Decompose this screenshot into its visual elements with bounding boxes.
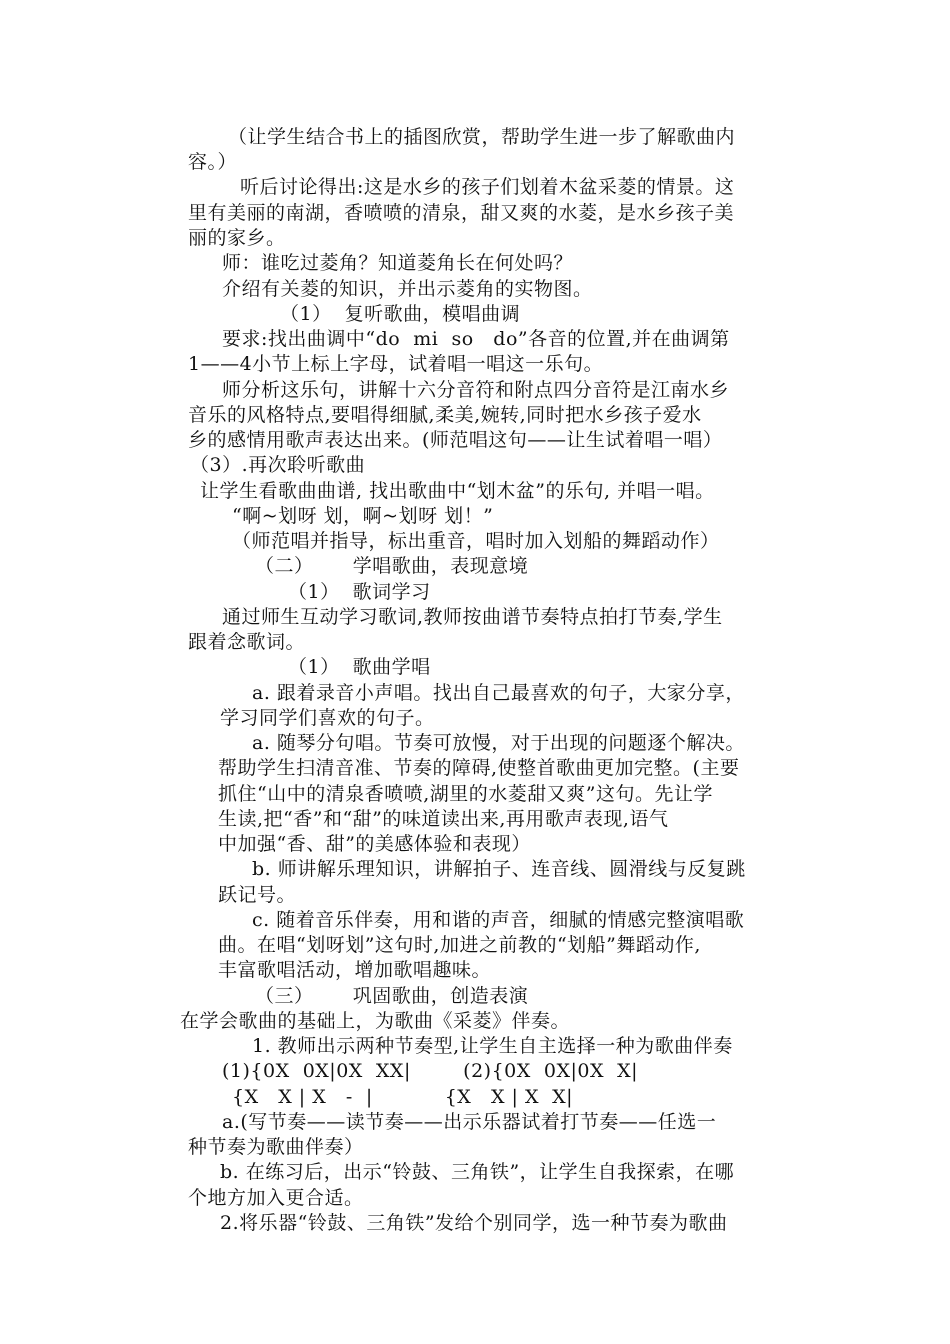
text-line: 帮助学生扫清音准、节奏的障碍,使整首歌曲更加完整。(主要 <box>218 757 740 779</box>
text-line: 学习同学们喜欢的句子。 <box>220 707 435 729</box>
text-line: 跃记号。 <box>218 884 297 906</box>
text-line: 通过师生互动学习歌词,教师按曲谱节奏特点拍打节奏,学生 <box>222 606 723 628</box>
section-heading: （三） 巩固歌曲，创造表演 <box>255 985 529 1007</box>
text-line: 跟着念歌词。 <box>188 631 306 653</box>
rhythm-pattern: (1){0X 0X|0X XX| (2){0X 0X|0X X| <box>222 1060 639 1082</box>
text-line: 听后讨论得出:这是水乡的孩子们划着木盆采菱的情景。这 <box>240 176 735 198</box>
text-line: 介绍有关菱的知识，并出示菱角的实物图。 <box>222 278 593 300</box>
section-heading: （1） 复听歌曲，模唱曲调 <box>280 303 521 325</box>
text-line: 在学会歌曲的基础上，为歌曲《采菱》伴奏。 <box>180 1010 571 1032</box>
text-line: 抓住“山中的清泉香喷喷,湖里的水菱甜又爽”这句。先让学 <box>218 783 713 805</box>
text-line: 中加强“香、甜”的美感体验和表现） <box>218 833 531 855</box>
text-line: （师范唱并指导，标出重音，唱时加入划船的舞蹈动作） <box>232 530 720 552</box>
text-line: 种节奏为歌曲伴奏） <box>188 1136 364 1158</box>
text-line: b. 在练习后，出示“铃鼓、三角铁”，让学生自我探索，在哪 <box>220 1161 735 1183</box>
rhythm-pattern: {X X | X - | {X X | X X| <box>232 1086 573 1108</box>
text-line: 乡的感情用歌声表达出来。(师范唱这句——让生试着唱一唱） <box>188 429 723 451</box>
text-line: “啊~划呀 划，啊~划呀 划！” <box>232 505 494 527</box>
text-line: a. 随琴分句唱。节奏可放慢，对于出现的问题逐个解决。 <box>252 732 745 754</box>
text-line: 丽的家乡。 <box>188 227 286 249</box>
text-line: 生读,把“香”和“甜”的味道读出来,再用歌声表现,语气 <box>218 808 669 830</box>
section-heading: （1） 歌曲学唱 <box>288 656 431 678</box>
text-line: （让学生结合书上的插图欣赏，帮助学生进一步了解歌曲内 <box>228 126 736 148</box>
text-line: 音乐的风格特点,要唱得细腻,柔美,婉转,同时把水乡孩子爱水 <box>188 404 702 426</box>
section-heading: （1） 歌词学习 <box>288 581 431 603</box>
text-line: 里有美丽的南湖，香喷喷的清泉，甜又爽的水菱，是水乡孩子美 <box>188 202 735 224</box>
text-line: 要求:找出曲调中“do mi so do”各音的位置,并在曲调第 <box>222 328 730 350</box>
text-line: a. 跟着录音小声唱。找出自己最喜欢的句子，大家分享， <box>252 682 745 704</box>
text-line: b. 师讲解乐理知识，讲解拍子、连音线、圆滑线与反复跳 <box>252 858 746 880</box>
text-line: 2.将乐器“铃鼓、三角铁”发给个别同学，选一种节奏为歌曲 <box>220 1212 728 1234</box>
text-line: 师：谁吃过菱角？知道菱角长在何处吗？ <box>222 252 574 274</box>
text-line: 师分析这乐句，讲解十六分音符和附点四分音符是江南水乡 <box>222 379 730 401</box>
text-line: 容。） <box>188 151 238 173</box>
text-line: a.(写节奏——读节奏——出示乐器试着打节奏——任选一 <box>222 1111 717 1133</box>
text-line: 1——4小节上标上字母，试着唱一唱这一乐句。 <box>188 353 604 375</box>
section-heading: （二） 学唱歌曲，表现意境 <box>255 555 529 577</box>
text-line: 曲。在唱“划呀划”这句时,加进之前教的“划船”舞蹈动作, <box>218 934 701 956</box>
text-line: 1. 教师出示两种节奏型,让学生自主选择一种为歌曲伴奏 <box>252 1035 733 1057</box>
text-line: 让学生看歌曲曲谱, 找出歌曲中“划木盆”的乐句, 并唱一唱。 <box>200 480 715 502</box>
section-heading: （3）.再次聆听歌曲 <box>190 454 366 476</box>
text-line: 丰富歌唱活动，增加歌唱趣味。 <box>218 959 492 981</box>
text-line: c. 随着音乐伴奏，用和谐的声音，细腻的情感完整演唱歌 <box>252 909 745 931</box>
text-line: 个地方加入更合适。 <box>188 1187 364 1209</box>
